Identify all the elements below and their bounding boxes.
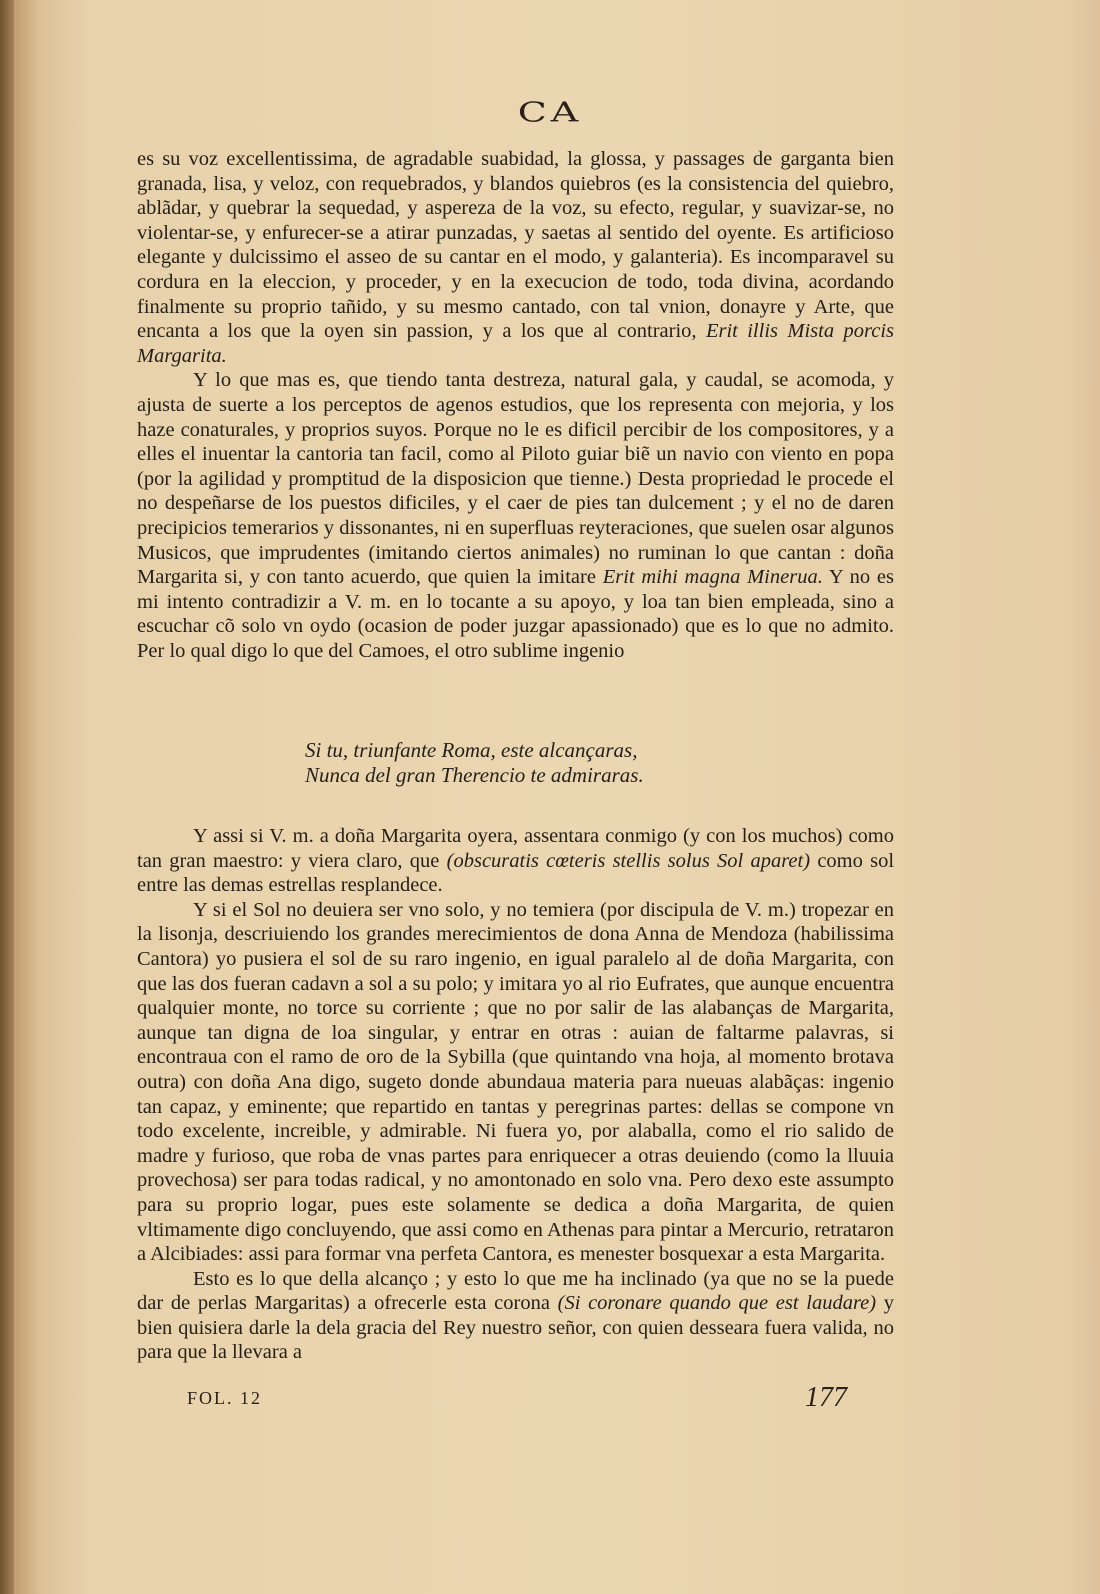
paragraph-3-text-b: como sol entre las demas estrellas resplandece. <box>137 849 895 897</box>
paragraph-1-text: es su voz excellentissima, de agradable suabidad, la glossa, y passages de garganta bien granada, lisa, y veloz, con requebrados, y blandos quiebros (es la consistencia del quiebro, ablãdar, y quebrar la sequedad, y aspereza de la voz, su efecto, regular, y suavizar-se, no violentar-se, y enfurecer-se a atirar punzadas, y saetas al sentido del oyente. Es artificioso elegante y dulcissimo el asseo de su cantar en el modo, y galanteria). Es incomparavel su cordura en la eleccion, y proceder, y en la execucion de todo, toda divina, acordando finalmente su proprio tañido, y su mesmo cantado, con tal vnion, donayre y Arte, que encanta a los que la oyen sin passion, y a los que al contrario, <box>137 148 894 343</box>
paragraph-2 <box>137 368 894 663</box>
verse-line-2: Nunca del gran Therencio te admiraras. <box>305 763 644 787</box>
paragraph-1-italic: Erit illis Mista porcis Margarita. <box>137 320 895 367</box>
page-number: 177 <box>805 1382 847 1413</box>
paragraph-1 <box>137 147 894 368</box>
text-block-upper <box>137 147 894 663</box>
paragraph-5-text-a: Esto es lo que della alcanço ; y esto lo que me ha inclinado (ya que no se la puede dar de perlas Margaritas) a ofrecerle esta corona <box>137 1267 894 1315</box>
paragraph-3-text-a: Y assi si V. m. a doña Margarita oyera, assentara conmigo (y con los muchos) como tan gran maestro: y viera claro, que <box>137 825 894 872</box>
paragraph-5-text-b: y bien quisiera darle la dela gracia del Rey nuestro señor, con quien desseara fuera valida, no para que la llevara a <box>137 1292 895 1364</box>
paragraph-5-italic: (Si coronare quando que est laudare) <box>557 1292 877 1315</box>
verse-line-1: Si tu, triunfante Roma, este alcançaras, <box>305 738 638 762</box>
book-spine-shadow <box>0 0 14 1594</box>
verse-quote <box>305 738 905 788</box>
paragraph-2-text-b: Y no es mi intento contradizir a V. m. en lo tocante a su apoyo, y loa tan bien empleada, sino a escuchar cõ solo vn oydo (ocasion de poder juzgar apassionado) que es lo que no admito. Per lo qual digo lo que del Camoes, el otro sublime ingenio <box>137 566 894 662</box>
paragraph-3 <box>137 824 894 898</box>
signature-mark: FOL. 12 <box>187 1388 263 1408</box>
paragraph-5 <box>137 1267 894 1365</box>
paragraph-4: Y si el Sol no deuiera ser vno solo, y no temiera (por discipula de V. m.) tropezar en la lisonja, descriuiendo los grandes merecimientos de dona Anna de Mendoza (habilissima Cantora) yo pusiera el sol de su raro ingenio, en igual paralelo al de doña Margarita, con que las dos fueran cadavn a sol a su polo; y imitara yo al rio Eufrates, que aunque encuentra qualquier monte, no torce su corriente ; que no por salir de las alabanças de Margarita, aunque tan digna de loa singular, y entrar en otras : auian de faltarme palavras, si encontraua con el ramo de oro de la Sybilla (que quintando vna hoja, al momento brotava outra) con doña Ana digo, sugeto donde abundaua materia para nueuas alabãças: ingenio tan capaz, y eminente; que repartido en tantas y peregrinas partes: dellas se compone vn todo excelente, increible, y admirable. Ni fuera yo, por alaballa, como el rio salido de madre y furioso, que roba de vnas partes para enriquecer a otras deuiendo (como la lluuia provechosa) ser para todas radical, y no amontonado en solo vna. Pero dexo este assumpto para su proprio logar, pues este solamente se dedica a doña Margarita, de quien vltimamente digo concluyendo, que assi como en Athenas para pintar a Mercurio, retrataron a Alcibiades: assi para formar vna perfeta Cantora, es menester bosquexar a esta Margarita. <box>137 898 894 1266</box>
paragraph-2-text-a: Y lo que mas es, que tiendo tanta destreza, natural gala, y caudal, se acomoda, y ajusta de suerte a los perceptos de agenos estudios, que los representa con mejoria, y los haze conaturales, y proprios suyos. Porque no le es dificil percibir de los compositores, y a elles el inuentar la cantoria tan facil, como al Piloto guiar biẽ un navio con viento en popa (por la agilidad y promptitud de la disposicion que tienne.) Desta propriedad le procede el no despeñarse de los puestos dificiles, y el caer de pies tan dulcement ; y el no de daren precipicios temerarios y dissonantes, ni en superfluas reyteraciones, que suelen osar algunos Musicos, que imprudentes (imitando ciertos animales) no ruminan lo que cantan : doña Margarita si, y con tanto acuerdo, que quien la imitare <box>137 369 894 589</box>
running-header: CA <box>517 96 583 128</box>
paragraph-3-italic: (obscuratis cœteris stellis solus Sol aparet) <box>446 849 811 872</box>
text-block-lower <box>137 824 894 1365</box>
paragraph-2-italic: Erit mihi magna Minerua. <box>602 566 823 589</box>
